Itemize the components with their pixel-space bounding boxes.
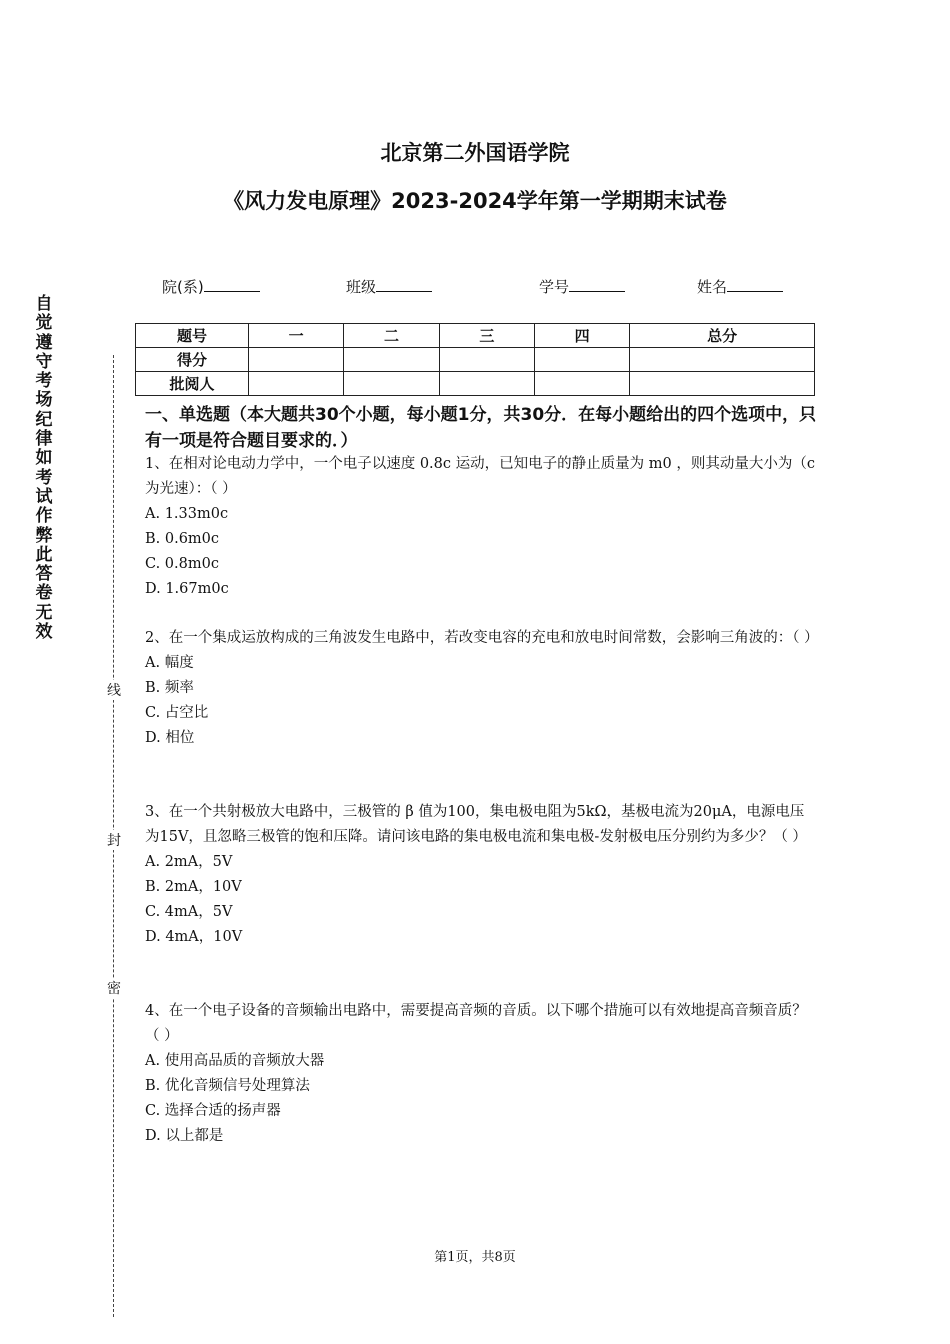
info-name-label: 姓名 bbox=[697, 278, 728, 296]
score-row-label: 得分 bbox=[136, 348, 249, 372]
score-cell[interactable] bbox=[630, 348, 815, 372]
side-notice-char: 如 bbox=[35, 448, 53, 469]
side-notice-char: 律 bbox=[35, 429, 53, 450]
info-name-blank[interactable] bbox=[727, 277, 783, 292]
grader-row-label: 批阅人 bbox=[136, 372, 249, 396]
question-1 bbox=[145, 452, 815, 602]
section-heading: 一、单选题（本大题共30个小题，每小题1分，共30分．在每小题给出的四个选项中，只有一项是符合题目要求的．） bbox=[145, 405, 817, 451]
option-a[interactable]: A. 1.33m0c bbox=[145, 506, 229, 522]
side-notice-char: 考 bbox=[35, 371, 53, 392]
grader-cell[interactable] bbox=[534, 372, 629, 396]
score-col-3: 三 bbox=[439, 324, 534, 348]
score-table bbox=[135, 323, 815, 396]
option-d[interactable]: D. 以上都是 bbox=[145, 1128, 224, 1144]
info-student-id-blank[interactable] bbox=[569, 277, 625, 292]
side-notice bbox=[33, 295, 55, 642]
score-col-2: 二 bbox=[344, 324, 439, 348]
question-stem: 2、在一个集成运放构成的三角波发生电路中，若改变电容的充电和放电时间常数，会影响三角波的：（ ） bbox=[145, 630, 819, 646]
score-col-total: 总分 bbox=[630, 324, 815, 348]
score-cell[interactable] bbox=[534, 348, 629, 372]
side-notice-char: 答 bbox=[35, 564, 53, 585]
score-cell[interactable] bbox=[249, 348, 344, 372]
side-notice-char: 试 bbox=[35, 486, 53, 507]
page-number: 第1页，共8页 bbox=[434, 1250, 516, 1265]
side-notice-char: 纪 bbox=[35, 409, 53, 430]
side-notice-char: 自 bbox=[35, 294, 53, 314]
info-student-id bbox=[539, 276, 625, 297]
side-notice-char: 弊 bbox=[35, 525, 53, 546]
grader-cell[interactable] bbox=[249, 372, 344, 396]
score-col-4: 四 bbox=[534, 324, 629, 348]
score-col-1: 一 bbox=[249, 324, 344, 348]
option-c[interactable]: C. 选择合适的扬声器 bbox=[145, 1103, 281, 1119]
grader-cell[interactable] bbox=[439, 372, 534, 396]
option-c[interactable]: C. 4mA，5V bbox=[145, 904, 233, 920]
side-notice-char: 考 bbox=[35, 467, 53, 488]
question-stem: 1、在相对论电动力学中，一个电子以速度 0.8c 运动，已知电子的静止质量为 m0 ，则其动量大小为（c 为光速）：（ ） bbox=[145, 456, 815, 497]
seal-mark-line: 线 bbox=[105, 680, 123, 700]
option-a[interactable]: A. 幅度 bbox=[145, 655, 194, 671]
score-cell[interactable] bbox=[344, 348, 439, 372]
side-notice-char: 遵 bbox=[35, 332, 53, 353]
grader-cell[interactable] bbox=[630, 372, 815, 396]
school-title: 北京第二外国语学院 bbox=[380, 141, 570, 165]
info-department bbox=[162, 276, 260, 297]
info-class-label: 班级 bbox=[346, 278, 377, 296]
seal-mark-seal: 封 bbox=[105, 830, 123, 850]
exam-title: 《风力发电原理》2023-2024学年第一学期期末试卷 bbox=[223, 189, 727, 213]
option-d[interactable]: D. 相位 bbox=[145, 730, 195, 746]
question-4 bbox=[145, 999, 815, 1149]
info-department-blank[interactable] bbox=[204, 277, 260, 292]
score-table-header-row bbox=[136, 324, 815, 348]
info-name bbox=[697, 276, 783, 297]
question-stem: 4、在一个电子设备的音频输出电路中，需要提高音频的音质。以下哪个措施可以有效地提高音频音质？（ ） bbox=[145, 1003, 807, 1044]
side-notice-char: 卷 bbox=[35, 583, 53, 604]
side-notice-char: 此 bbox=[35, 544, 53, 565]
side-notice-char: 场 bbox=[35, 390, 53, 411]
option-a[interactable]: A. 使用高品质的音频放大器 bbox=[145, 1053, 325, 1069]
score-table-row-grader bbox=[136, 372, 815, 396]
option-b[interactable]: B. 频率 bbox=[145, 680, 194, 696]
option-a[interactable]: A. 2mA，5V bbox=[145, 854, 233, 870]
question-stem: 3、在一个共射极放大电路中，三极管的 β 值为100，集电极电阻为5kΩ，基极电流为20μA，电源电压为15V，且忽略三极管的饱和压降。请问该电路的集电极电流和集电极-发射极电压分别约为多少？（ ） bbox=[145, 804, 807, 845]
question-3 bbox=[145, 800, 815, 950]
side-notice-char: 觉 bbox=[35, 313, 53, 334]
info-class bbox=[346, 276, 432, 297]
seal-mark-secret: 密 bbox=[105, 978, 123, 998]
info-department-label: 院(系) bbox=[162, 278, 204, 296]
side-notice-char: 守 bbox=[35, 351, 53, 372]
side-notice-char: 效 bbox=[35, 622, 53, 643]
info-class-blank[interactable] bbox=[376, 277, 432, 292]
score-cell[interactable] bbox=[439, 348, 534, 372]
grader-cell[interactable] bbox=[344, 372, 439, 396]
side-notice-char: 无 bbox=[35, 602, 53, 623]
side-notice-char: 作 bbox=[35, 506, 53, 527]
option-c[interactable]: C. 占空比 bbox=[145, 705, 209, 721]
option-b[interactable]: B. 2mA，10V bbox=[145, 879, 242, 895]
option-b[interactable]: B. 优化音频信号处理算法 bbox=[145, 1078, 310, 1094]
question-2 bbox=[145, 626, 819, 751]
option-c[interactable]: C. 0.8m0c bbox=[145, 556, 219, 572]
score-table-row-score bbox=[136, 348, 815, 372]
option-b[interactable]: B. 0.6m0c bbox=[145, 531, 220, 547]
option-d[interactable]: D. 4mA，10V bbox=[145, 929, 243, 945]
option-d[interactable]: D. 1.67m0c bbox=[145, 581, 229, 597]
info-student-id-label: 学号 bbox=[539, 278, 570, 296]
score-col-label: 题号 bbox=[136, 324, 249, 348]
